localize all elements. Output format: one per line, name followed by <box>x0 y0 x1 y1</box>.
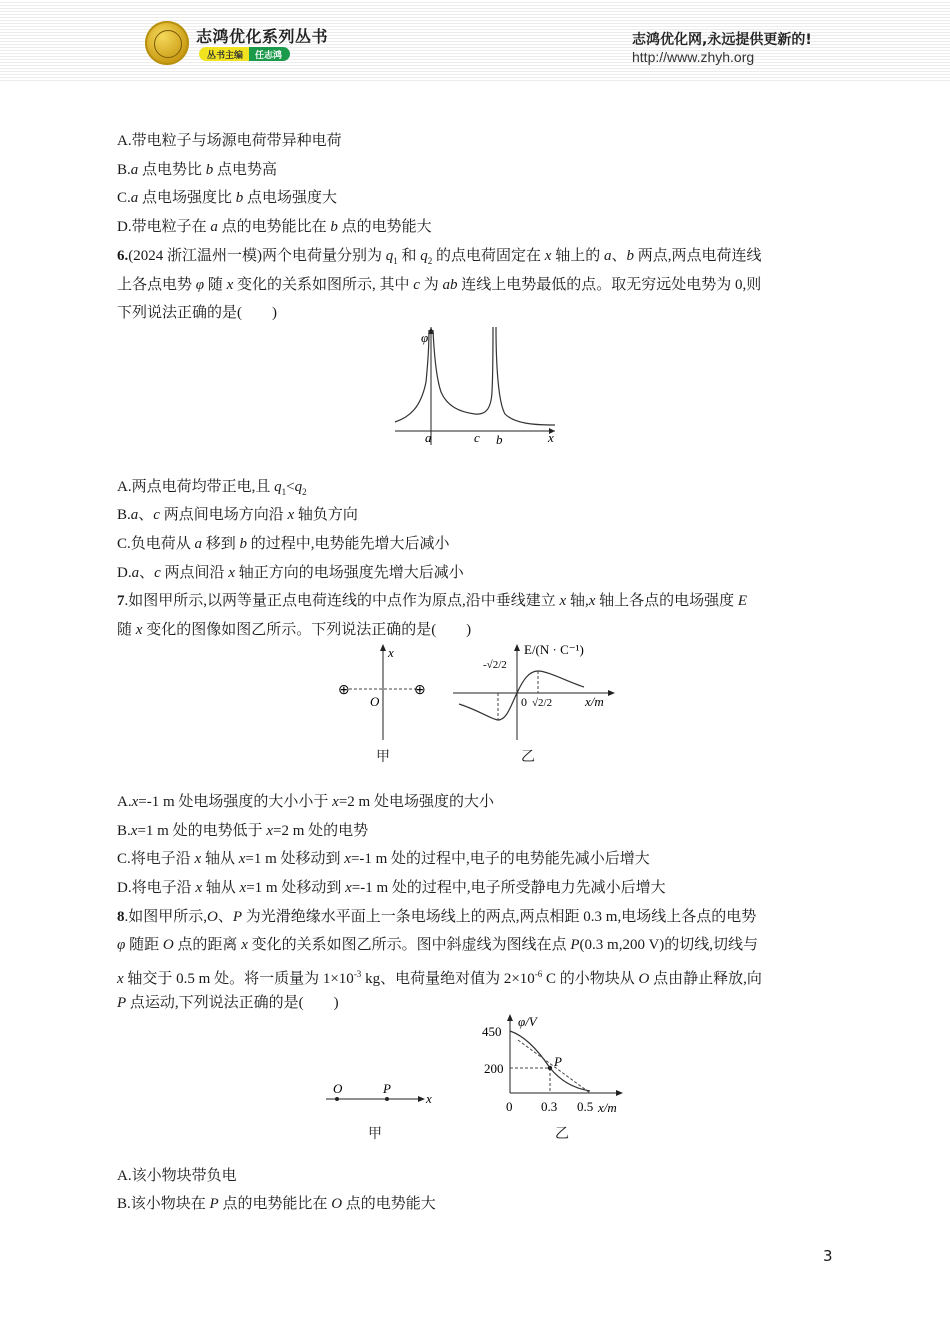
editor-label: 丛书主编 <box>199 47 249 61</box>
q7-caption-yi: 乙 <box>521 749 535 765</box>
publisher-logo-icon <box>145 21 189 65</box>
q8-stem-line2: φ 随距 O 点的距离 x 变化的关系如图乙所示。图中斜虚线为图线在点 P(0.3 m,200 V)的切线,切线与 <box>117 937 759 953</box>
q7-field-graph <box>453 640 623 745</box>
x-axis-label: x/m <box>598 1100 617 1115</box>
q5-option-d: D.带电粒子在 a 点的电势能比在 b 点的电势能大 <box>117 219 432 235</box>
q7-option-b: B.x=1 m 处的电势低于 x=2 m 处的电势 <box>117 823 369 839</box>
svg-text:450: 450 <box>482 1024 502 1039</box>
site-url[interactable]: http://www.zhyh.org <box>632 49 755 65</box>
svg-text:x: x <box>388 645 394 660</box>
q7-option-a: A.x=-1 m 处电场强度的大小小于 x=2 m 处电场强度的大小 <box>117 794 494 810</box>
svg-text:0.3: 0.3 <box>541 1099 558 1114</box>
q7-figure-jia <box>335 640 435 745</box>
q8-caption-yi: 乙 <box>555 1126 569 1142</box>
svg-text:O: O <box>370 694 380 709</box>
q6-stem-line1: 6.(2024 浙江温州一模)两个电荷量分别为 $q_1$ 和 $q_2$ 的点电荷固定在 x 轴上的 a、b 两点,两点电荷连线 <box>117 248 762 266</box>
q6-option-c: C.负电荷从 a 移到 b 的过程中,电势能先增大后减小 <box>117 536 450 552</box>
q8-potential-graph <box>480 1010 630 1120</box>
q7-stem-line1: 7.如图甲所示,以两等量正点电荷连线的中点作为原点,沿中垂线建立 x 轴,x 轴上各点的电场强度 E <box>117 593 748 609</box>
q6-option-b: B.a、c 两点间电场方向沿 x 轴负方向 <box>117 507 358 523</box>
q6-stem-line2: 上各点电势 φ 随 x 变化的关系如图所示, 其中 c 为 ab 连线上电势最低的点。取无穷远处电势为 0,则 <box>117 277 762 293</box>
x-axis-label: x <box>548 430 554 445</box>
q5-option-b: B.a 点电势比 b 点电势高 <box>117 162 278 178</box>
q6-option-d: D.a、c 两点间沿 x 轴正方向的电场强度先增大后减小 <box>117 565 464 581</box>
q7-option-d: D.将电子沿 x 轴从 x=1 m 处移动到 x=-1 m 处的过程中,电子所受静电力先减小后增大 <box>117 880 666 896</box>
page-number: 3 <box>823 1247 833 1265</box>
q6-option-a: A.两点电荷均带正电,且 $q_1<q_2$ <box>117 479 307 497</box>
q7-stem-line2: 随 x 变化的图像如图乙所示。下列说法正确的是( ) <box>117 622 472 638</box>
svg-text:c: c <box>474 430 480 445</box>
editor-name: 任志鸿 <box>249 47 290 61</box>
svg-text:0: 0 <box>506 1099 513 1114</box>
q5-option-c: C.a 点电场强度比 b 点电场强度大 <box>117 190 338 206</box>
svg-text:0.5: 0.5 <box>577 1099 594 1114</box>
q5-option-a: A.带电粒子与场源电荷带异种电荷 <box>117 133 342 149</box>
q6-stem-line3: 下列说法正确的是( ) <box>117 305 277 321</box>
svg-text:√2/2: √2/2 <box>532 697 553 709</box>
svg-text:P: P <box>554 1054 562 1069</box>
y-axis-label: E/(N · C⁻¹) <box>524 642 584 657</box>
q8-option-b: B.该小物块在 P 点的电势能比在 O 点的电势能大 <box>117 1196 436 1212</box>
svg-text:O: O <box>333 1081 343 1096</box>
svg-text:-√2/2: -√2/2 <box>483 659 507 671</box>
x-axis-label: x/m <box>585 694 604 709</box>
series-title: 志鸿优化系列丛书 <box>196 27 329 46</box>
svg-text:0: 0 <box>521 695 527 709</box>
svg-text:a: a <box>425 430 432 445</box>
q8-stem-line4: P 点运动,下列说法正确的是( ) <box>117 995 339 1011</box>
editor-badge <box>199 47 290 61</box>
svg-text:b: b <box>496 432 503 447</box>
svg-text:200: 200 <box>484 1061 504 1076</box>
q7-caption-jia: 甲 <box>376 749 390 765</box>
y-axis-label: φ <box>421 330 429 345</box>
svg-text:P: P <box>383 1081 391 1096</box>
positive-charge-icon: ⊕ <box>338 683 350 698</box>
site-slogan: 志鸿优化网,永远提供更新的! <box>632 32 812 48</box>
q8-figure-jia <box>322 1080 437 1110</box>
y-axis-label: φ/V <box>518 1014 537 1029</box>
svg-text:x: x <box>426 1091 432 1106</box>
q6-potential-graph <box>385 322 565 447</box>
q8-option-a: A.该小物块带负电 <box>117 1168 237 1184</box>
q8-caption-jia: 甲 <box>368 1126 382 1142</box>
q7-option-c: C.将电子沿 x 轴从 x=1 m 处移动到 x=-1 m 处的过程中,电子的电势能先减小后增大 <box>117 851 650 867</box>
positive-charge-icon: ⊕ <box>414 683 426 698</box>
q8-stem-line3: x 轴交于 0.5 m 处。将一质量为 $1\times 10^{-3}$ kg、电荷量绝对值为 $2\times 10^{-6}$ C 的小物块从 O 点由静止释放,向 <box>117 969 762 987</box>
page-header <box>0 0 950 82</box>
q8-stem-line1: 8.如图甲所示,O、P 为光滑绝缘水平面上一条电场线上的两点,两点相距 0.3 m,电场线上各点的电势 <box>117 909 757 925</box>
